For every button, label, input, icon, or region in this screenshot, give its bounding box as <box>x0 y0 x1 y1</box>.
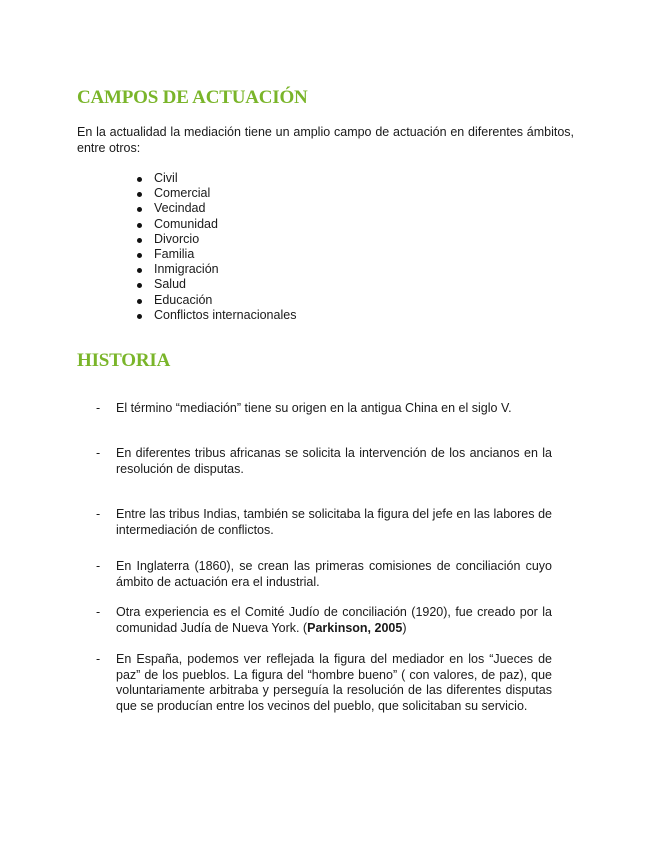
list-item: Vecindad <box>137 201 296 216</box>
bullet-icon <box>137 253 142 258</box>
bullet-icon <box>137 177 142 182</box>
bullet-icon <box>137 314 142 319</box>
list-item: Comercial <box>137 186 296 201</box>
list-item: Conflictos internacionales <box>137 308 296 323</box>
bullet-icon <box>137 207 142 212</box>
dash-marker: - <box>96 401 101 415</box>
historia-item-text: Entre las tribus Indias, también se solicitaba la figura del jefe en las labores de intermediación de conflictos. <box>116 507 552 537</box>
list-item: Divorcio <box>137 232 296 247</box>
historia-item-text: En España, podemos ver reflejada la figura del mediador en los “Jueces de paz” de los pueblos. La figura del “hombre bueno” ( con valores, de paz), que voluntariamente arbitraba y perseguía la resolución de las diferentes disputas que se producían entre los vecinos del pueblo, que solicitaban su servicio. <box>116 652 552 713</box>
dash-marker: - <box>96 507 101 521</box>
list-item: Salud <box>137 277 296 292</box>
list-item: Civil <box>137 171 296 186</box>
campos-list <box>137 171 296 323</box>
historia-item <box>96 507 552 538</box>
campos-intro: En la actualidad la mediación tiene un amplio campo de actuación en diferentes ámbitos, entre otros: <box>77 125 574 155</box>
historia-item <box>96 559 552 590</box>
bullet-icon <box>137 283 142 288</box>
list-item: Familia <box>137 247 296 262</box>
historia-item-text: Otra experiencia es el Comité Judío de conciliación (1920), fue creado por la comunidad Judía de Nueva York. (Parkinson, 2005) <box>116 605 552 635</box>
bullet-icon <box>137 268 142 273</box>
dash-marker: - <box>96 559 101 573</box>
bullet-icon <box>137 238 142 243</box>
dash-marker: - <box>96 652 101 666</box>
section-title-historia: HISTORIA <box>77 350 171 371</box>
list-item: Inmigración <box>137 262 296 277</box>
historia-item-text: El término “mediación” tiene su origen en la antigua China en el siglo V. <box>116 401 512 415</box>
bullet-icon <box>137 223 142 228</box>
bullet-icon <box>137 299 142 304</box>
historia-item-text: En Inglaterra (1860), se crean las primeras comisiones de conciliación cuyo ámbito de actuación era el industrial. <box>116 559 552 589</box>
list-item: Comunidad <box>137 217 296 232</box>
section-title-campos: CAMPOS DE ACTUACIÓN <box>77 87 308 108</box>
dash-marker: - <box>96 446 101 460</box>
historia-item-text: En diferentes tribus africanas se solicita la intervención de los ancianos en la resolución de disputas. <box>116 446 552 476</box>
dash-marker: - <box>96 605 101 619</box>
historia-item <box>96 401 552 417</box>
historia-item <box>96 446 552 477</box>
citation: Parkinson, 2005 <box>307 620 403 635</box>
bullet-icon <box>137 192 142 197</box>
historia-item <box>96 605 552 636</box>
historia-item <box>96 652 552 714</box>
list-item: Educación <box>137 293 296 308</box>
